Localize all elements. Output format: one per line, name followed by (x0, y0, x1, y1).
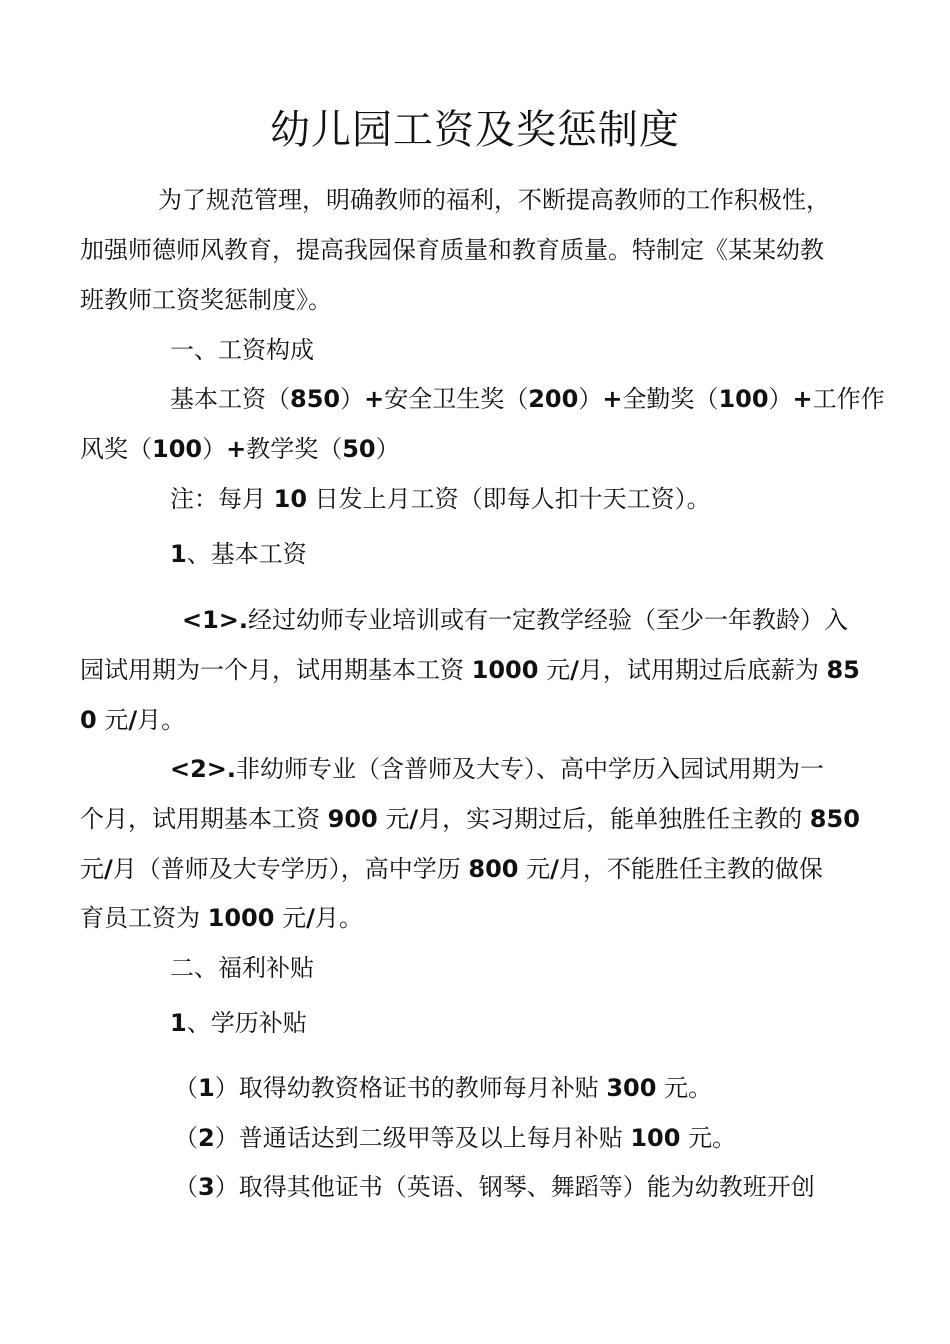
allowance-item-2: （2）普通话达到二级甲等及以上每月补贴 100 元。 (174, 1124, 737, 1152)
item-1-line-1: <1>.经过幼师专业培训或有一定教学经验（至少一年教龄）入 (182, 606, 849, 634)
payday-note: 注：每月 10 日发上月工资（即每人扣十天工资）。 (170, 485, 711, 513)
item-1-line-3: 0 元/月。 (80, 706, 186, 734)
intro-line-2: 加强师德师风教育，提高我园保育质量和教育质量。特制定《某某幼教 (80, 236, 824, 264)
salary-formula-line-1: 基本工资（850）+安全卫生奖（200）+全勤奖（100）+工作作 (170, 385, 885, 413)
basic-salary-heading: 1、基本工资 (170, 540, 307, 568)
allowance-item-3: （3）取得其他证书（英语、钢琴、舞蹈等）能为幼教班开创 (174, 1173, 815, 1201)
item-2-line-2: 个月，试用期基本工资 900 元/月，实习期过后，能单独胜任主教的 850 (80, 805, 860, 833)
item-1-line-2: 园试用期为一个月，试用期基本工资 1000 元/月，试用期过后底薪为 85 (80, 656, 860, 684)
education-allowance-heading: 1、学历补贴 (170, 1009, 307, 1037)
item-2-line-1: <2>.非幼师专业（含普师及大专）、高中学历入园试用期为一 (170, 755, 825, 783)
document-title: 幼儿园工资及奖惩制度 (270, 107, 680, 153)
intro-line-1: 为了规范管理，明确教师的福利，不断提高教师的工作积极性， (158, 186, 830, 214)
section-2-heading: 二、福利补贴 (170, 954, 314, 982)
item-2-line-3: 元/月（普师及大专学历），高中学历 800 元/月，不能胜任主教的做保 (80, 855, 823, 883)
section-1-heading: 一、工资构成 (170, 336, 314, 364)
item-2-line-4: 育员工资为 1000 元/月。 (80, 904, 363, 932)
allowance-item-1: （1）取得幼教资格证书的教师每月补贴 300 元。 (174, 1074, 713, 1102)
salary-formula-line-2: 风奖（100）+教学奖（50） (80, 435, 400, 463)
intro-line-3: 班教师工资奖惩制度》。 (80, 286, 332, 314)
